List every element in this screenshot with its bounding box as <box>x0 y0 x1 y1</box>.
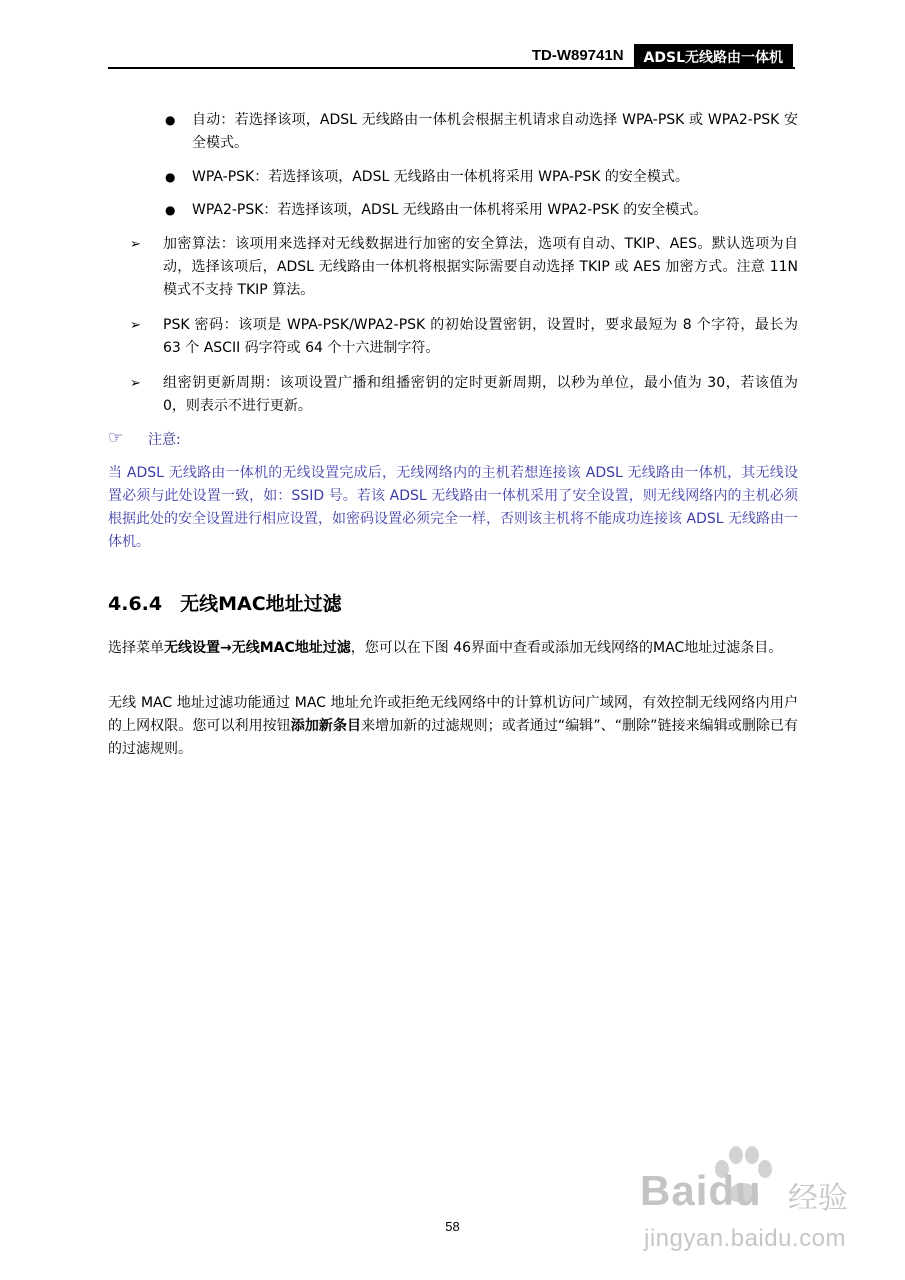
page-header <box>532 44 793 68</box>
setting-encryption: 加密算法：该项用来选择对无线数据进行加密的安全算法，选项有自动、TKIP、AES。默认选项为自动，选择该项后，ADSL 无线路由一体机将根据实际需要自动选择 TKIP 或 AES 加密方式。注意 11N 模式不支持 TKIP 算法。 <box>163 236 798 298</box>
product-name: ADSL无线路由一体机 <box>634 44 793 68</box>
pointing-hand-icon: ☞ <box>108 428 124 448</box>
baidu-watermark <box>640 1145 870 1275</box>
page-number: 58 <box>445 1219 460 1234</box>
intro-prefix: 选择菜单 <box>108 640 164 656</box>
note-title: 注意: <box>148 432 181 448</box>
section-number: 4.6.4 <box>108 593 163 615</box>
model-name: TD-W89741N <box>531 47 624 64</box>
add-entry-button-name: 添加新条目 <box>290 718 362 734</box>
watermark-url: jingyan.baidu.com <box>644 1225 846 1252</box>
menu-path: 无线设置→无线MAC地址过滤 <box>164 640 351 656</box>
bullet-icon: ● <box>165 203 176 217</box>
mode-option-auto: 自动：若选择该项，ADSL 无线路由一体机会根据主机请求自动选择 WPA-PSK 或 WPA2-PSK 安全模式。 <box>192 112 798 151</box>
header-rule <box>108 67 795 69</box>
section-title: 无线MAC地址过滤 <box>180 593 342 615</box>
bullet-icon: ● <box>165 170 176 184</box>
mode-option-wpa-psk: WPA-PSK：若选择该项，ADSL 无线路由一体机将采用 WPA-PSK 的安全模式。 <box>192 169 689 185</box>
mode-option-wpa2-psk: WPA2-PSK：若选择该项，ADSL 无线路由一体机将采用 WPA2-PSK 的安全模式。 <box>192 202 708 218</box>
intro-suffix: ，您可以在下图 46界面中查看或添加无线网络的MAC地址过滤条目。 <box>350 640 783 656</box>
description-prefix: 无线 MAC 地址过滤功能通过 MAC 地址允许或拒绝无线网络中的计算机访问广域网，有效控制无线网络内用户的上网权限。您可以利用按钮 <box>108 695 798 734</box>
description-paragraph <box>108 692 798 761</box>
section-heading <box>108 589 342 616</box>
bullet-icon: ● <box>165 113 176 127</box>
watermark-brand-cn: 经验 <box>788 1181 848 1216</box>
note-body: 当 ADSL 无线路由一体机的无线设置完成后，无线网络内的主机若想连接该 ADSL 无线路由一体机，其无线设置必须与此处设置一致，如：SSID 号。若该 ADSL 无线路由一体机采用了安全设置，则无线网络内的主机必须根据此处的安全设置进行相应设置，如密码设置必须完全一样，否则该主机将不能成功连接该 ADSL 无线路由一体机。 <box>108 465 798 550</box>
arrow-bullet-icon: ➢ <box>130 376 141 391</box>
arrow-bullet-icon: ➢ <box>130 318 141 333</box>
intro-paragraph <box>108 637 798 660</box>
watermark-brand: Baidu <box>640 1167 762 1214</box>
arrow-bullet-icon: ➢ <box>130 237 141 252</box>
setting-group-key-period: 组密钥更新周期：该项设置广播和组播密钥的定时更新周期，以秒为单位，最小值为 30，若该值为 0，则表示不进行更新。 <box>163 375 798 414</box>
description-suffix: 来增加新的过滤规则；或者通过“编辑”、“删除”链接来编辑或删除已有的过滤规则。 <box>108 718 799 757</box>
setting-psk-password: PSK 密码：该项是 WPA-PSK/WPA2-PSK 的初始设置密钥，设置时，要求最短为 8 个字符，最长为 63 个 ASCII 码字符或 64 个十六进制字符。 <box>163 317 798 356</box>
